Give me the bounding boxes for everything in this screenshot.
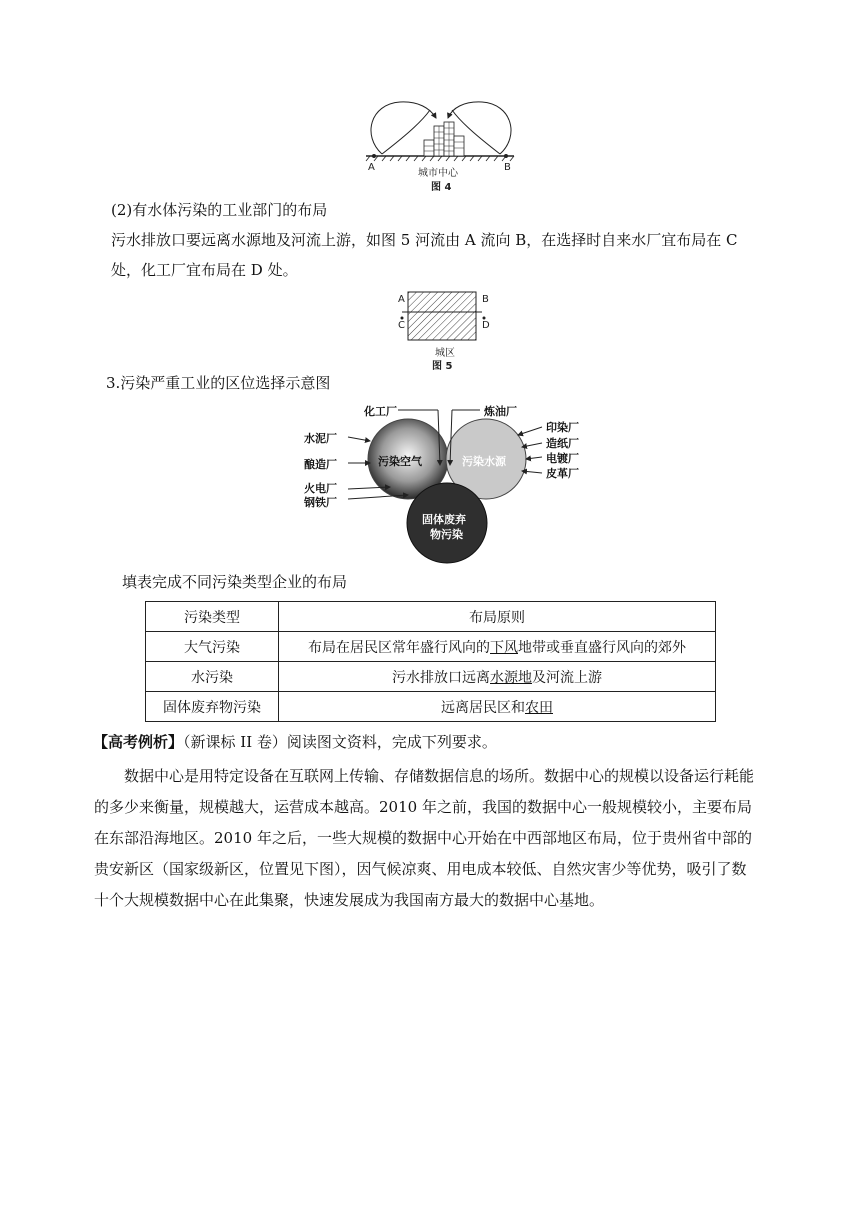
fig5-label-c: C — [398, 320, 405, 331]
table-cell-principle — [279, 632, 716, 662]
principle-answer: 水源地 — [490, 669, 532, 686]
table-header-cell: 污染类型 — [146, 602, 279, 632]
table-cell-principle — [279, 692, 716, 722]
fig4-label-b: B — [504, 162, 511, 173]
venn-label-air: 污染空气 — [378, 455, 422, 468]
principle-text: 及河流上游 — [532, 669, 602, 686]
venn-left-1: 水泥厂 — [304, 432, 337, 445]
pollution-venn-diagram — [290, 395, 590, 575]
section2-body: 污水排放口要远离水源地及河流上游，如图 5 河流由 A 流向 B，在选择时自来水厂宜布局在 C 处，化工厂宜布局在 D 处。 — [111, 231, 738, 279]
exam-tag: 【高考例析】 — [93, 733, 184, 751]
principle-answer: 下风 — [490, 639, 518, 656]
table-row — [146, 692, 716, 722]
principle-text: 布局在居民区常年盛行风向的 — [308, 639, 490, 656]
pollution-layout-table — [145, 601, 716, 722]
table-row — [146, 632, 716, 662]
venn-right-1: 印染厂 — [546, 421, 579, 434]
fig5-label-b: B — [482, 294, 489, 305]
exam-body: 数据中心是用特定设备在互联网上传输、存储数据信息的场所。数据中心的规模以设备运行耗能的多少来衡量，规模越大，运营成本越高。2010 年之前，我国的数据中心一般规模较小，主要布局在东部沿海地区。2010 年之后，一些大规模的数据中心开始在中西部地区布局，位于贵州省中部的贵安新区（国家级新区，位置见下图），因气候凉爽、用电成本较低、自然灾害少等优势，吸引了数十个大规模数据中心在此集聚，快速发展成为我国南方最大的数据中心基地。 — [94, 767, 755, 909]
exam-source: （新课标 II 卷）阅读图文资料，完成下列要求。 — [183, 733, 497, 751]
fig5-caption: 图 5 — [432, 361, 453, 372]
principle-text: 地带或垂直盛行风向的郊外 — [518, 639, 686, 656]
table-cell-type: 固体废弃物污染 — [146, 692, 279, 722]
venn-right-2: 造纸厂 — [546, 437, 579, 450]
venn-right-3: 电镀厂 — [546, 452, 579, 465]
venn-left-3: 火电厂 — [304, 482, 337, 495]
fig5-label-a: A — [398, 294, 405, 305]
venn-left-2: 酿造厂 — [304, 458, 337, 471]
venn-left-4: 钢铁厂 — [304, 496, 337, 509]
venn-label-water: 污染水源 — [462, 455, 506, 468]
venn-label-solid-2: 物污染 — [430, 528, 463, 541]
fig5-label-city: 城区 — [435, 348, 455, 359]
principle-text: 远离居民区和 — [441, 699, 525, 716]
fig4-label-center: 城市中心 — [418, 168, 458, 179]
fig5-label-d: D — [482, 320, 490, 331]
exam-heading — [93, 727, 497, 757]
table-cell-type: 水污染 — [146, 662, 279, 692]
table-cell-type: 大气污染 — [146, 632, 279, 662]
principle-text: 污水排放口远离 — [392, 669, 490, 686]
venn-label-solid-1: 固体废弃 — [422, 513, 466, 526]
fig4-caption: 图 4 — [431, 182, 452, 193]
fig4-label-a: A — [368, 162, 375, 173]
table-row — [146, 662, 716, 692]
figure-5 — [392, 288, 502, 348]
table-cell-principle — [279, 662, 716, 692]
principle-answer: 农田 — [525, 699, 553, 716]
section3-heading: 3.污染严重工业的区位选择示意图 — [106, 374, 331, 392]
venn-top-right: 炼油厂 — [484, 405, 517, 418]
venn-right-4: 皮革厂 — [546, 467, 579, 480]
table-header-cell: 布局原则 — [279, 602, 716, 632]
table-header-row — [146, 602, 716, 632]
venn-top-left: 化工厂 — [364, 405, 397, 418]
table-intro: 填表完成不同污染类型企业的布局 — [122, 573, 348, 591]
section2-heading: (2)有水体污染的工业部门的布局 — [111, 201, 328, 219]
figure-4 — [360, 96, 520, 190]
